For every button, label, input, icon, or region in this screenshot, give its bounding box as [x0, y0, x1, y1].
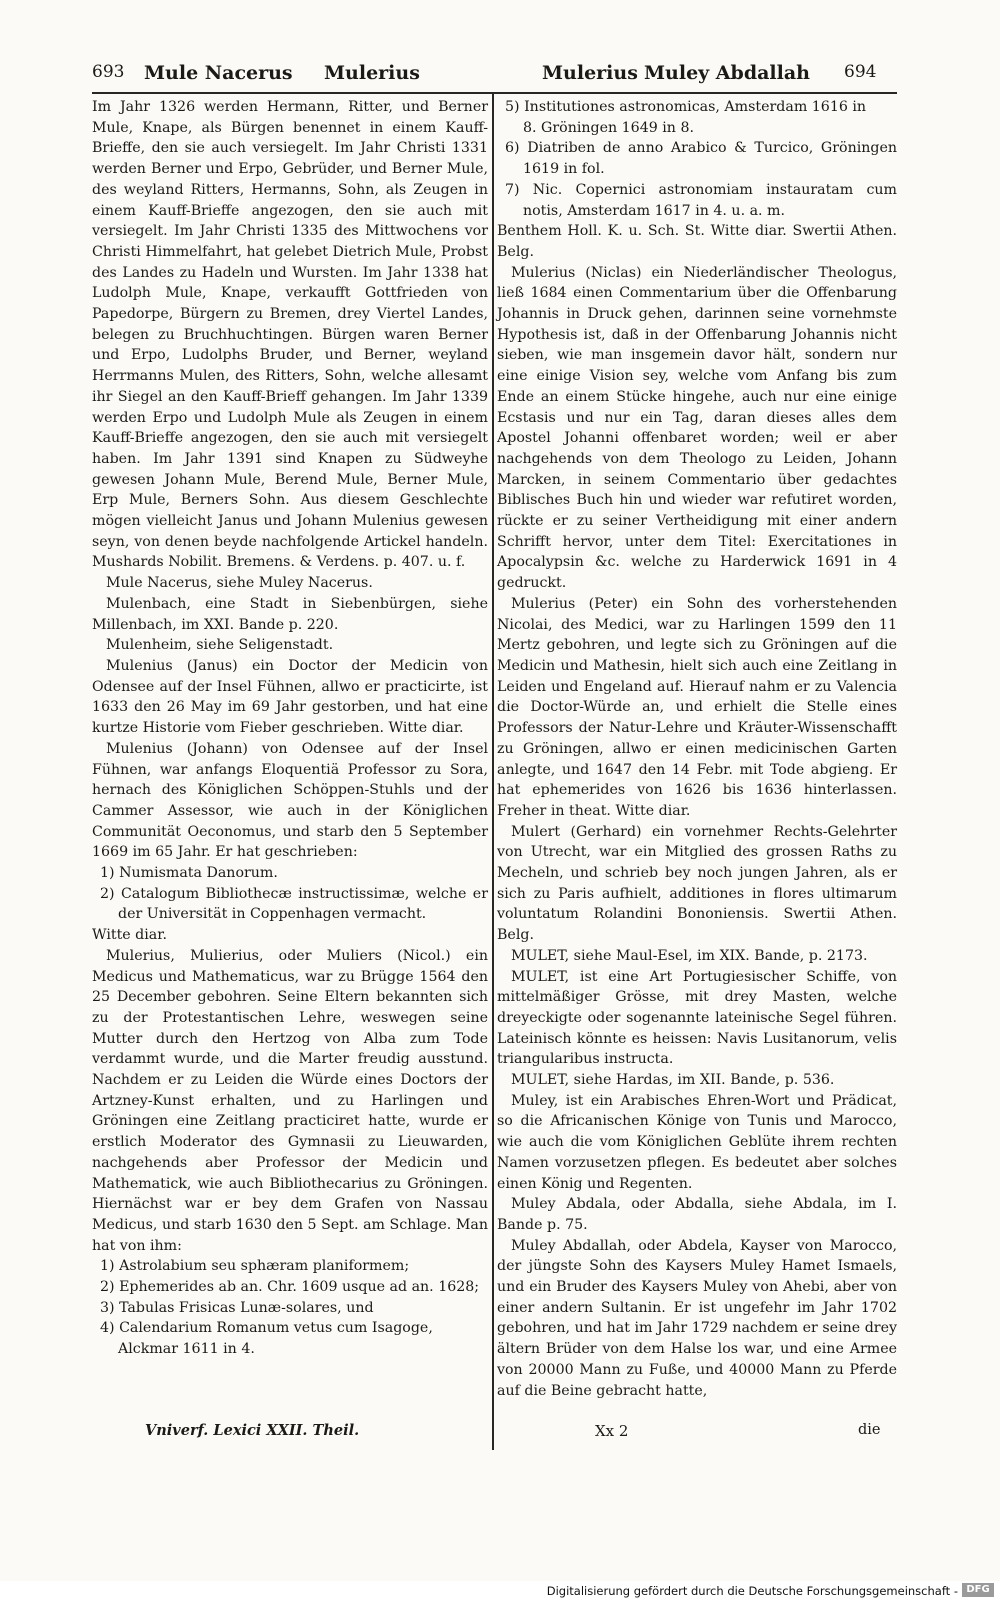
list-item: 7) Nic. Copernici astronomiam instauratam cum notis, Amsterdam 1617 in 4. u. a. m. [505, 181, 897, 219]
list-item: 3) Tabulas Frisicas Lunæ-solares, und [100, 1299, 374, 1316]
source-reference: Witte diar. [92, 927, 167, 944]
entry-paragraph: Im Jahr 1326 werden Hermann, Ritter, und Berner Mule, Knape, als Bürgen benennet in einem Kauff-Brieffe, den sie auch versiegelt. Im Jahr Christi 1331 werden Berner und Erpo, Gebrüder, und Berner Mule, des weyland Ritters, Hermanns, Sohn, als Zeugen in einem Kauff-Brieffe angezogen, den sie auch mit versiegelt. Im Jahr Christi 1335 des Mittwochens vor Christi Himmelfahrt, hat gelebet Dietrich Mule, Probst des Landes zu Hadeln und Wursten. Im Jahr 1338 hat Ludolph Mule, Knape, verkaufft Gottfrieden von Papedorpe, Bürgern zu Bremen, drey Viertel Landes, belegen zu Bruchhuchtingen. Bürgen waren Berner und Erpo, Ludolphs Bruder, und Berner, weyland Herrmanns Mulen, des Ritters, Sohn, welche allesamt ihr Siegel an den Kauff-Brieff gehangen. Im Jahr 1339 werden Erpo und Ludolph Mule als Zeugen in einem Kauff-Brieffe angezogen, den sie auch mit versiegelt haben. Im Jahr 1391 sind Knapen zu Südweyhe gewesen Johann Mule, Berend Mule, Berner Mule, Erp Mule, Berners Sohn. Aus diesem Geschlechte mögen vielleicht Janus und Johann Mulenius gewesen seyn, von denen beyde nachfolgende Artickel handeln. Mushards Nobilit. Bremens. & Verdens. p. 407. u. f. [92, 99, 488, 571]
running-header [92, 62, 897, 92]
entry-paragraph: MULET, ist eine Art Portugiesischer Schiffe, von mittelmäßiger Grösse, mit drey Masten, welche dreyeckigte oder sogenannte lateinische Segel führen. Lateinisch könnte es heissen: Navis Lusitanorum, velis triangularibus instructa. [497, 968, 897, 1068]
digitization-credit-bar [0, 1581, 1000, 1601]
header-keyword-left-1: Mule Nacerus [144, 62, 293, 84]
entry-paragraph: Mulenheim, siehe Seligenstadt. [106, 637, 334, 654]
dfg-logo: DFG [962, 1583, 994, 1597]
signature-mark: Xx 2 [595, 1422, 629, 1440]
list-item: 1) Numismata Danorum. [100, 865, 278, 882]
entry-paragraph: Mulert (Gerhard) ein vornehmer Rechts-Gelehrter von Utrecht, war ein Mitglied des grossen Raths zu Mecheln, und schrieb bey noch jungen Jahren, als er sich zu Paris aufhielt, additiones in flores ultimarum voluntatum Rolandini Bononiensis. Swertii Athen. Belg. [497, 823, 897, 944]
list-item: 2) Ephemerides ab an. Chr. 1609 usque ad an. 1628; [100, 1279, 480, 1296]
header-rule [92, 92, 897, 94]
entry-paragraph: Mulerius (Peter) ein Sohn des vorherstehenden Nicolai, des Medici, war zu Harlingen 1599 den 11 Mertz gebohren, und legte sich zu Gröningen auf die Medicin und Mathesin, hielt sich auch eine Zeitlang in Leiden und Engeland auf. Hierauf nahm er zu Valencia die Doctor-Würde an, und erhielt die Stelle eines Professors der Natur-Lehre und Kräuter-Wissenschafft zu Gröningen, allwo er einen medicinischen Garten anlegte, und 1647 den 14 Febr. mit Tode abgieng. Er hat ephemerides von 1626 bis 1636 hinterlassen. Freher in theat. Witte diar. [497, 595, 897, 819]
list-item-continuation: Alckmar 1611 in 4. [118, 1341, 255, 1358]
entry-paragraph: MULET, siehe Maul-Esel, im XIX. Bande, p. 2173. [511, 947, 868, 964]
page-number-left: 693 [92, 62, 125, 82]
credit-text: Digitalisierung gefördert durch die Deutsche Forschungsgemeinschaft - [546, 1584, 958, 1598]
page-number-right: 694 [844, 62, 877, 82]
catchword: die [858, 1422, 881, 1438]
source-reference: Benthem Holl. K. u. Sch. St. Witte diar. Swertii Athen. Belg. [497, 223, 897, 260]
entry-paragraph: Mulerius (Niclas) ein Niederländischer Theologus, ließ 1684 einen Commentarium über die Offenbarung Johannis in Druck gehen, darinnen seine vornehmste Hypothesis ist, daß in der Offenbarung Johannis nicht sieben, wie man insgemein davor hält, sondern nur eine einige Vision sey, welche vom Anfang bis zum Ende an einem Stücke hingehe, auch nur eine einige Ecstasis und nur ein Tag, daran dieses alles dem Apostel Johanni offenbaret worden; weil er aber nachgehends von dem Theologo zu Leiden, Johann Marcken, in seinem Commentario über gedachtes Biblisches Buch hin und wieder war refutiret worden, rückte er zu seiner Vertheidigung mit einer andern Schrifft hervor, unter dem Titel: Exercitationes in Apocalypsin &c. welche zu Harderwick 1691 in 4 gedruckt. [497, 264, 897, 592]
right-column [497, 97, 897, 1401]
entry-paragraph: Muley Abdala, oder Abdalla, siehe Abdala, im I. Bande p. 75. [497, 1196, 897, 1233]
header-keyword-right-2: Muley Abdallah [644, 62, 810, 84]
entry-paragraph: Mulenbach, eine Stadt in Siebenbürgen, siehe Millenbach, im XXI. Bande p. 220. [92, 595, 488, 633]
list-item: 2) Catalogum Bibliothecæ instructissimæ, welche er der Universität in Coppenhagen vermacht. [100, 885, 488, 923]
entry-paragraph: Mulenius (Johann) von Odensee auf der Insel Fühnen, war anfangs Eloquentiä Professor zu Sora, hernach des Königlichen Schöppen-Stuhls und der Cammer Assessor, wie auch in der Königlichen Communität Oeconomus, und starb den 5 September 1669 im 65 Jahr. Er hat geschrieben: [92, 740, 488, 861]
list-item: 5) Institutiones astronomicas, Amsterdam 1616 in [505, 99, 867, 115]
entry-paragraph: MULET, siehe Hardas, im XII. Bande, p. 536. [511, 1072, 835, 1089]
column-divider [492, 94, 494, 1450]
list-item-continuation: 8. Gröningen 1649 in 8. [523, 119, 694, 136]
list-item: 4) Calendarium Romanum vetus cum Isagoge, [100, 1320, 433, 1337]
entry-paragraph: Mulerius, Mulierius, oder Muliers (Nicol.) ein Medicus und Mathematicus, war zu Brügge 1564 den 25 December gebohren. Seine Eltern bekannten sich zu der Protestantischen Lehre, weswegen seine Mutter durch den Hertzog von Alba zum Tode verdammt wurde, und die Marter freudig ausstund. Nachdem er zu Leiden die Würde eines Doctors der Artzney-Kunst erhalten, und zu Harlingen und Gröningen eine Zeitlang practiciret hatte, wurde er erstlich Moderator des Gymnasii zu Lieuwarden, nachgehends aber Professor der Medicin und Mathematick, wie auch Bibliothecarius zu Gröningen. Hiernächst war er bey dem Grafen von Nassau Medicus, und starb 1630 den 5 Sept. am Schlage. Man hat von ihm: [92, 947, 488, 1254]
entry-paragraph: Mule Nacerus, siehe Muley Nacerus. [106, 575, 373, 592]
list-item: 6) Diatriben de anno Arabico & Turcico, Gröningen 1619 in fol. [505, 140, 897, 178]
header-keyword-left-2: Mulerius [324, 62, 420, 84]
list-item: 1) Astrolabium seu sphæram planiformem; [100, 1258, 410, 1275]
entry-paragraph: Muley, ist ein Arabisches Ehren-Wort und Prädicat, so die Africanischen Könige von Tunis und Marocco, wie auch die vom Königlichen Geblüte ihrem rechten Namen vorzusetzen pflegen. Es bedeutet aber solches einen König und Regenten. [497, 1092, 897, 1192]
header-keyword-right-1: Mulerius [542, 62, 638, 84]
volume-title: Vniverf. Lexici XXII. Theil. [145, 1422, 360, 1439]
left-column [92, 97, 488, 1360]
entry-paragraph: Muley Abdallah, oder Abdela, Kayser von Marocco, der jüngste Sohn des Kaysers Muley Hamet Ismaels, und ein Bruder des Kaysers Muley von Ahebi, aber von einer andern Sultanin. Er ist ungefehr im Jahr 1702 gebohren, und hat im Jahr 1729 nachdem er seine drey ältern Brüder von dem Halse los war, und eine Armee von 20000 Mann zu Fuße, und 40000 Mann zu Pferde auf die Beine gebracht hatte, [497, 1237, 897, 1399]
entry-paragraph: Mulenius (Janus) ein Doctor der Medicin von Odensee auf der Insel Fühnen, allwo er practicirte, ist 1633 den 26 May im 69 Jahr gestorben, und hat eine kurtze Historie vom Fieber geschrieben. Witte diar. [92, 657, 488, 737]
